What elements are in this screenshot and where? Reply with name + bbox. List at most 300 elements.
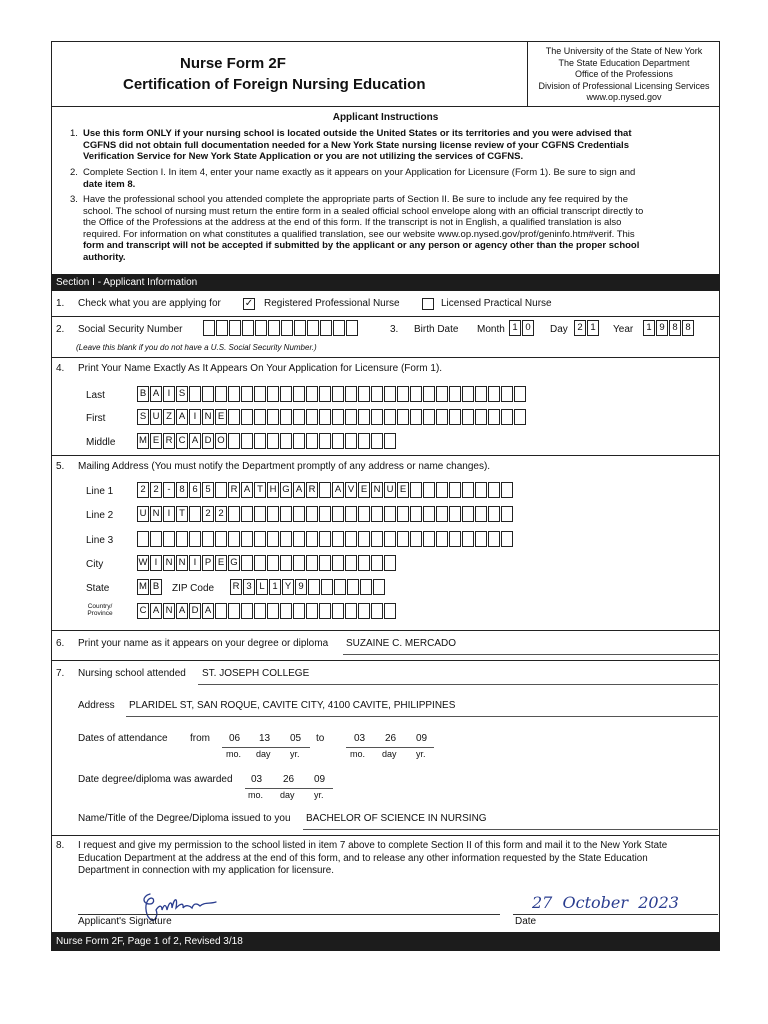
agency-line: The University of the State of New York — [545, 46, 703, 56]
awarded-day[interactable]: 26 — [283, 774, 295, 785]
char-box[interactable] — [371, 555, 383, 571]
char-box[interactable]: 2 — [215, 506, 227, 522]
char-box[interactable]: N — [176, 555, 188, 571]
char-box[interactable] — [254, 386, 266, 402]
ssn-box[interactable] — [229, 320, 241, 336]
signature-label: Applicant's Signature — [78, 916, 172, 927]
instruction-3 — [70, 194, 723, 264]
char-box[interactable] — [436, 482, 448, 498]
char-box[interactable] — [267, 433, 279, 449]
char-box[interactable] — [293, 409, 305, 425]
char-box[interactable] — [358, 555, 370, 571]
char-box[interactable] — [436, 531, 448, 547]
char-box[interactable] — [384, 409, 396, 425]
state-label: State — [86, 583, 110, 594]
char-box[interactable] — [228, 506, 240, 522]
char-box[interactable] — [449, 506, 461, 522]
q7-number: 7. — [56, 668, 65, 679]
char-box[interactable] — [345, 603, 357, 619]
char-box[interactable] — [332, 386, 344, 402]
char-box[interactable]: R — [163, 433, 175, 449]
char-box[interactable] — [384, 555, 396, 571]
country-label-line: Province — [87, 610, 113, 617]
char-box[interactable] — [306, 531, 318, 547]
char-box[interactable] — [462, 506, 474, 522]
city-label: City — [86, 559, 104, 570]
char-box[interactable] — [267, 531, 279, 547]
char-box[interactable] — [321, 579, 333, 595]
digit-box[interactable]: 0 — [522, 320, 534, 336]
char-box[interactable] — [488, 386, 500, 402]
char-box[interactable] — [215, 482, 227, 498]
char-box[interactable]: C — [176, 433, 188, 449]
char-box[interactable]: R — [306, 482, 318, 498]
char-box[interactable] — [254, 531, 266, 547]
char-box[interactable] — [332, 555, 344, 571]
char-box[interactable]: Y — [282, 579, 294, 595]
char-box[interactable]: A — [293, 482, 305, 498]
char-box[interactable] — [228, 433, 240, 449]
digit-box[interactable]: 1 — [587, 320, 599, 336]
char-box[interactable]: I — [189, 555, 201, 571]
char-box[interactable] — [462, 531, 474, 547]
char-box[interactable] — [319, 506, 331, 522]
char-box[interactable] — [228, 603, 240, 619]
char-box[interactable] — [189, 531, 201, 547]
char-box[interactable] — [488, 482, 500, 498]
state-boxes[interactable] — [137, 579, 163, 595]
char-box[interactable] — [384, 506, 396, 522]
char-box[interactable] — [384, 603, 396, 619]
char-box[interactable] — [423, 409, 435, 425]
unit-yr: yr. — [290, 749, 300, 759]
char-box[interactable] — [475, 386, 487, 402]
char-box[interactable]: A — [176, 409, 188, 425]
char-box[interactable] — [163, 531, 175, 547]
digit-box[interactable]: 1 — [643, 320, 655, 336]
ssn-box[interactable] — [242, 320, 254, 336]
char-box[interactable] — [306, 433, 318, 449]
char-box[interactable] — [280, 555, 292, 571]
char-box[interactable] — [436, 409, 448, 425]
char-box[interactable]: A — [176, 603, 188, 619]
char-box[interactable] — [410, 531, 422, 547]
form-title: Certification of Foreign Nursing Education — [123, 76, 426, 93]
unit-day: day — [280, 790, 295, 800]
q8-line: Education Department at the address at the end of this form, and to release any other information requested by the State Education — [78, 852, 648, 864]
char-box[interactable] — [334, 579, 346, 595]
char-box[interactable]: M — [137, 579, 149, 595]
char-box[interactable]: M — [137, 433, 149, 449]
digit-box[interactable]: 9 — [656, 320, 668, 336]
ssn-note: (Leave this blank if you do not have a U.S. Social Security Number.) — [76, 343, 317, 352]
char-box[interactable]: W — [137, 555, 149, 571]
birth-year[interactable] — [643, 320, 695, 336]
char-box[interactable] — [202, 531, 214, 547]
city-boxes[interactable] — [137, 555, 397, 571]
char-box[interactable] — [293, 603, 305, 619]
char-box[interactable]: E — [215, 409, 227, 425]
char-box[interactable] — [254, 555, 266, 571]
date-line — [513, 914, 718, 915]
char-box[interactable] — [514, 386, 526, 402]
degree-value[interactable]: BACHELOR OF SCIENCE IN NURSING — [306, 813, 487, 824]
char-box[interactable] — [215, 531, 227, 547]
char-box[interactable]: G — [228, 555, 240, 571]
char-box[interactable] — [462, 386, 474, 402]
char-box[interactable] — [462, 482, 474, 498]
char-box[interactable] — [267, 603, 279, 619]
char-box[interactable]: O — [215, 433, 227, 449]
from-year[interactable]: 05 — [290, 733, 302, 744]
char-box[interactable] — [228, 531, 240, 547]
char-box[interactable] — [501, 531, 513, 547]
char-box[interactable] — [241, 555, 253, 571]
char-box[interactable]: N — [371, 482, 383, 498]
char-box[interactable] — [241, 386, 253, 402]
ssn-box[interactable] — [268, 320, 280, 336]
char-box[interactable] — [306, 506, 318, 522]
char-box[interactable] — [360, 579, 372, 595]
char-box[interactable] — [280, 531, 292, 547]
char-box[interactable] — [462, 409, 474, 425]
char-box[interactable] — [228, 409, 240, 425]
char-box[interactable] — [423, 386, 435, 402]
from-day[interactable]: 13 — [259, 733, 271, 744]
char-box[interactable] — [423, 506, 435, 522]
char-box[interactable] — [280, 603, 292, 619]
unit-mo: mo. — [248, 790, 264, 800]
ssn-box[interactable] — [346, 320, 358, 336]
char-box[interactable] — [254, 506, 266, 522]
char-box[interactable] — [319, 409, 331, 425]
char-box[interactable] — [475, 482, 487, 498]
char-box[interactable] — [423, 482, 435, 498]
ssn-box[interactable] — [320, 320, 332, 336]
char-box[interactable] — [319, 603, 331, 619]
char-box[interactable] — [293, 531, 305, 547]
char-box[interactable] — [306, 386, 318, 402]
q8-text — [78, 840, 667, 878]
char-box[interactable] — [371, 386, 383, 402]
char-box[interactable]: I — [189, 409, 201, 425]
char-box[interactable]: A — [332, 482, 344, 498]
char-box[interactable] — [449, 531, 461, 547]
school-value[interactable]: ST. JOSEPH COLLEGE — [202, 668, 310, 679]
char-box[interactable] — [371, 506, 383, 522]
char-box[interactable] — [397, 506, 409, 522]
char-box[interactable]: A — [150, 386, 162, 402]
char-box[interactable] — [345, 433, 357, 449]
ssn-box[interactable] — [294, 320, 306, 336]
ssn-box[interactable] — [333, 320, 345, 336]
char-box[interactable] — [449, 386, 461, 402]
char-box[interactable] — [241, 433, 253, 449]
char-box[interactable]: N — [150, 506, 162, 522]
zip-boxes[interactable] — [230, 579, 386, 595]
char-box[interactable] — [319, 555, 331, 571]
char-box[interactable] — [267, 555, 279, 571]
char-box[interactable]: I — [163, 386, 175, 402]
char-box[interactable]: 9 — [295, 579, 307, 595]
to-month[interactable]: 03 — [354, 733, 366, 744]
lpn-checkbox[interactable] — [422, 298, 434, 310]
char-box[interactable] — [410, 409, 422, 425]
char-box[interactable] — [345, 531, 357, 547]
char-box[interactable] — [501, 386, 513, 402]
row-divider — [51, 630, 720, 631]
char-box[interactable] — [280, 433, 292, 449]
char-box[interactable] — [358, 433, 370, 449]
char-box[interactable] — [358, 506, 370, 522]
country-boxes[interactable] — [137, 603, 397, 619]
char-box[interactable]: 1 — [269, 579, 281, 595]
char-box[interactable] — [397, 386, 409, 402]
dates-label: Dates of attendance — [78, 733, 168, 744]
char-box[interactable]: C — [137, 603, 149, 619]
birth-month[interactable] — [509, 320, 535, 336]
char-box[interactable]: E — [150, 433, 162, 449]
char-box[interactable]: N — [202, 409, 214, 425]
char-box[interactable] — [241, 531, 253, 547]
char-box[interactable] — [371, 603, 383, 619]
digit-box[interactable]: 8 — [669, 320, 681, 336]
char-box[interactable] — [267, 386, 279, 402]
char-box[interactable]: R — [230, 579, 242, 595]
char-box[interactable]: E — [397, 482, 409, 498]
ssn-box[interactable] — [203, 320, 215, 336]
char-box[interactable] — [267, 506, 279, 522]
char-box[interactable] — [241, 506, 253, 522]
char-box[interactable]: 6 — [189, 482, 201, 498]
char-box[interactable] — [423, 531, 435, 547]
char-box[interactable] — [371, 409, 383, 425]
char-box[interactable]: 2 — [137, 482, 149, 498]
char-box[interactable] — [228, 386, 240, 402]
char-box[interactable]: I — [163, 506, 175, 522]
char-box[interactable] — [332, 433, 344, 449]
char-box[interactable]: P — [202, 555, 214, 571]
char-box[interactable] — [345, 409, 357, 425]
char-box[interactable]: 8 — [176, 482, 188, 498]
awarded-month[interactable]: 03 — [251, 774, 263, 785]
address-line3-boxes[interactable] — [137, 531, 514, 547]
char-box[interactable] — [475, 506, 487, 522]
char-box[interactable] — [280, 409, 292, 425]
line2-label: Line 2 — [86, 510, 114, 521]
char-box[interactable] — [449, 482, 461, 498]
char-box[interactable]: A — [202, 603, 214, 619]
birth-day[interactable] — [574, 320, 600, 336]
char-box[interactable] — [293, 506, 305, 522]
country-label-line: Country/ — [87, 603, 113, 610]
char-box[interactable] — [306, 409, 318, 425]
char-box[interactable]: H — [267, 482, 279, 498]
char-box[interactable] — [358, 386, 370, 402]
char-box[interactable] — [306, 603, 318, 619]
char-box[interactable]: I — [150, 555, 162, 571]
char-box[interactable]: A — [150, 603, 162, 619]
char-box[interactable]: G — [280, 482, 292, 498]
char-box[interactable] — [501, 506, 513, 522]
char-box[interactable]: 2 — [202, 506, 214, 522]
digit-box[interactable]: 8 — [682, 320, 694, 336]
char-box[interactable] — [488, 531, 500, 547]
unit-day: day — [382, 749, 397, 759]
char-box[interactable] — [176, 531, 188, 547]
ssn-box[interactable] — [307, 320, 319, 336]
address-line1-boxes[interactable] — [137, 482, 514, 498]
char-box[interactable]: T — [176, 506, 188, 522]
ssn-box[interactable] — [255, 320, 267, 336]
ssn-box[interactable] — [281, 320, 293, 336]
char-box[interactable] — [475, 531, 487, 547]
to-year[interactable]: 09 — [416, 733, 428, 744]
char-box[interactable] — [332, 409, 344, 425]
char-box[interactable]: U — [150, 409, 162, 425]
instruction-line: Complete Section I. In item 4, enter your name exactly as it appears on your Application for Licensure (Form 1). Be sure to sign and — [83, 167, 636, 178]
header-bottom-rule — [51, 106, 720, 107]
char-box[interactable] — [384, 433, 396, 449]
char-box[interactable]: 2 — [150, 482, 162, 498]
diploma-name-value[interactable]: SUZAINE C. MERCADO — [346, 638, 457, 649]
char-box[interactable] — [241, 409, 253, 425]
last-name-boxes[interactable] — [137, 386, 527, 402]
char-box[interactable]: S — [137, 409, 149, 425]
char-box[interactable] — [410, 482, 422, 498]
char-box[interactable] — [189, 506, 201, 522]
char-box[interactable] — [215, 386, 227, 402]
signature-date-value[interactable]: 27 October 2023 — [532, 893, 679, 912]
char-box[interactable]: Z — [163, 409, 175, 425]
char-box[interactable]: L — [256, 579, 268, 595]
char-box[interactable]: E — [215, 555, 227, 571]
form-footer: Nurse Form 2F, Page 1 of 2, Revised 3/18 — [51, 932, 720, 951]
char-box[interactable] — [150, 531, 162, 547]
ssn-boxes[interactable] — [203, 320, 359, 336]
char-box[interactable]: A — [241, 482, 253, 498]
char-box[interactable] — [488, 409, 500, 425]
char-box[interactable] — [347, 579, 359, 595]
char-box[interactable] — [384, 386, 396, 402]
char-box[interactable] — [488, 506, 500, 522]
char-box[interactable] — [436, 386, 448, 402]
char-box[interactable] — [332, 506, 344, 522]
rn-checkbox[interactable]: ✓ — [244, 298, 254, 309]
char-box[interactable] — [267, 409, 279, 425]
char-box[interactable] — [254, 433, 266, 449]
char-box[interactable] — [254, 603, 266, 619]
char-box[interactable] — [501, 482, 513, 498]
char-box[interactable] — [514, 409, 526, 425]
char-box[interactable] — [319, 482, 331, 498]
address-label: Address — [78, 700, 115, 711]
lpn-label: Licensed Practical Nurse — [441, 298, 552, 309]
q1-number: 1. — [56, 298, 65, 309]
char-box[interactable] — [475, 409, 487, 425]
char-box[interactable] — [373, 579, 385, 595]
to-day[interactable]: 26 — [385, 733, 397, 744]
char-box[interactable]: B — [150, 579, 162, 595]
from-month[interactable]: 06 — [229, 733, 241, 744]
char-box[interactable]: N — [163, 555, 175, 571]
char-box[interactable] — [293, 433, 305, 449]
char-box[interactable] — [293, 386, 305, 402]
char-box[interactable] — [384, 531, 396, 547]
char-box[interactable]: U — [137, 506, 149, 522]
char-box[interactable] — [137, 531, 149, 547]
char-box[interactable] — [241, 603, 253, 619]
digit-box[interactable]: 1 — [509, 320, 521, 336]
char-box[interactable] — [254, 409, 266, 425]
char-box[interactable] — [202, 386, 214, 402]
char-box[interactable] — [293, 555, 305, 571]
char-box[interactable]: U — [384, 482, 396, 498]
char-box[interactable] — [280, 386, 292, 402]
char-box[interactable] — [358, 409, 370, 425]
char-box[interactable]: T — [254, 482, 266, 498]
char-box[interactable] — [410, 386, 422, 402]
char-box[interactable] — [449, 409, 461, 425]
char-box[interactable] — [501, 409, 513, 425]
char-box[interactable] — [215, 603, 227, 619]
char-box[interactable] — [280, 506, 292, 522]
char-box[interactable] — [189, 386, 201, 402]
instruction-2 — [70, 167, 723, 190]
char-box[interactable] — [306, 555, 318, 571]
char-box[interactable]: D — [202, 433, 214, 449]
char-box[interactable]: 5 — [202, 482, 214, 498]
char-box[interactable] — [308, 579, 320, 595]
char-box[interactable] — [410, 506, 422, 522]
digit-box[interactable]: 2 — [574, 320, 586, 336]
char-box[interactable] — [397, 409, 409, 425]
char-box[interactable] — [345, 386, 357, 402]
char-box[interactable] — [345, 506, 357, 522]
char-box[interactable]: V — [345, 482, 357, 498]
school-address-value[interactable]: PLARIDEL ST, SAN ROQUE, CAVITE CITY, 4100 CAVITE, PHILIPPINES — [129, 700, 456, 711]
char-box[interactable] — [358, 531, 370, 547]
char-box[interactable] — [319, 386, 331, 402]
first-name-boxes[interactable] — [137, 409, 527, 425]
address-line2-boxes[interactable] — [137, 506, 514, 522]
middle-name-boxes[interactable] — [137, 433, 397, 449]
ssn-box[interactable] — [216, 320, 228, 336]
char-box[interactable] — [397, 531, 409, 547]
char-box[interactable] — [319, 433, 331, 449]
char-box[interactable] — [332, 603, 344, 619]
char-box[interactable] — [319, 531, 331, 547]
char-box[interactable] — [436, 506, 448, 522]
char-box[interactable] — [371, 531, 383, 547]
char-box[interactable]: S — [176, 386, 188, 402]
char-box[interactable]: B — [137, 386, 149, 402]
char-box[interactable]: R — [228, 482, 240, 498]
char-box[interactable]: E — [358, 482, 370, 498]
char-box[interactable] — [332, 531, 344, 547]
awarded-year[interactable]: 09 — [314, 774, 326, 785]
char-box[interactable]: 3 — [243, 579, 255, 595]
char-box[interactable] — [371, 433, 383, 449]
char-box[interactable]: N — [163, 603, 175, 619]
char-box[interactable]: D — [189, 603, 201, 619]
char-box[interactable] — [345, 555, 357, 571]
char-box[interactable]: A — [189, 433, 201, 449]
char-box[interactable]: - — [163, 482, 175, 498]
char-box[interactable] — [358, 603, 370, 619]
q4-number: 4. — [56, 363, 65, 374]
section-1-header: Section I - Applicant Information — [51, 274, 720, 291]
